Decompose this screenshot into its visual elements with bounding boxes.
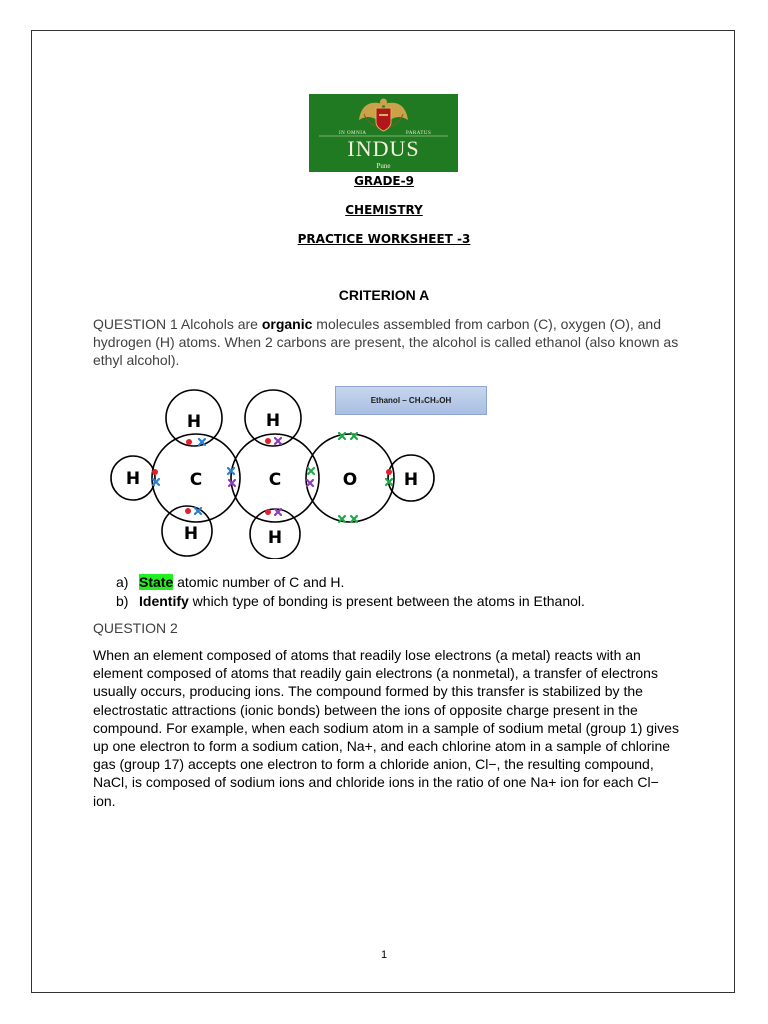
question1-item-b: [116, 592, 585, 610]
atom-label-h: H: [267, 528, 283, 548]
school-logo: [309, 94, 458, 172]
list-item-text: which type of bonding is present between the atoms in Ethanol.: [188, 593, 585, 609]
atom-label-h: H: [186, 412, 202, 432]
logo-name: INDUS: [347, 136, 420, 161]
atom-label-h: H: [125, 469, 141, 489]
subject-heading: CHEMISTRY: [345, 203, 423, 217]
page-number: 1: [380, 949, 388, 961]
list-item-text: atomic number of C and H.: [173, 574, 345, 590]
question1-intro-start: QUESTION 1 Alcohols are: [93, 316, 262, 332]
question2-body: When an element composed of atoms that readily lose electrons (a metal) reacts with an element composed of atoms that readily gain electrons (a nonmetal), a transfer of electrons usually occurs, producing ions. The compound formed by this transfer is stabilized by the electrostatic attractions (ionic bonds) between the ions of opposite charge present in the compound. For example, when each sodium atom in a sample of sodium metal (group 1) gives up one electron to form a sodium cation, Na+, and each chlorine atom in a sample of chlorine gas (group 17) accepts one electron to form a chloride anion, Cl−, the resulting compound, NaCl, is composed of sodium ions and chloride ions in the ratio of one Na+ ion for each Cl− ion.: [93, 647, 679, 809]
list-marker: b): [116, 593, 129, 609]
worksheet-heading: PRACTICE WORKSHEET -3: [297, 232, 471, 246]
question2-title: QUESTION 2: [93, 620, 178, 636]
logo-motto-right: PARATUS: [406, 131, 432, 136]
question1-intro: [93, 315, 683, 370]
question1-keyword: organic: [261, 316, 313, 332]
atom-label-h: H: [183, 524, 199, 544]
atom-label-c: C: [189, 470, 203, 490]
atom-label-c: C: [268, 470, 282, 490]
atom-label-o: O: [342, 470, 358, 490]
ethanol-diagram: [100, 384, 450, 559]
ethanol-formula-box: Ethanol – CH₃CH₂OH: [335, 386, 487, 415]
logo-motto-left: IN OMNIA: [339, 131, 367, 136]
list-marker: a): [116, 574, 129, 590]
logo-city: Pune: [376, 162, 391, 170]
atom-label-h: H: [403, 470, 419, 490]
atom-label-h: H: [265, 411, 281, 431]
command-term-state: State: [139, 574, 174, 590]
command-term-identify: Identify: [139, 593, 189, 609]
question1-item-a: [116, 573, 344, 591]
criterion-heading: CRITERION A: [338, 287, 430, 303]
grade-heading: GRADE-9: [354, 174, 414, 188]
question1-intro-end: molecules assembled from carbon (C), oxygen (O), and hydrogen (H) atoms. When 2 carbons are present, the alcohol is called ethanol (also known as ethyl alcohol).: [93, 316, 679, 369]
